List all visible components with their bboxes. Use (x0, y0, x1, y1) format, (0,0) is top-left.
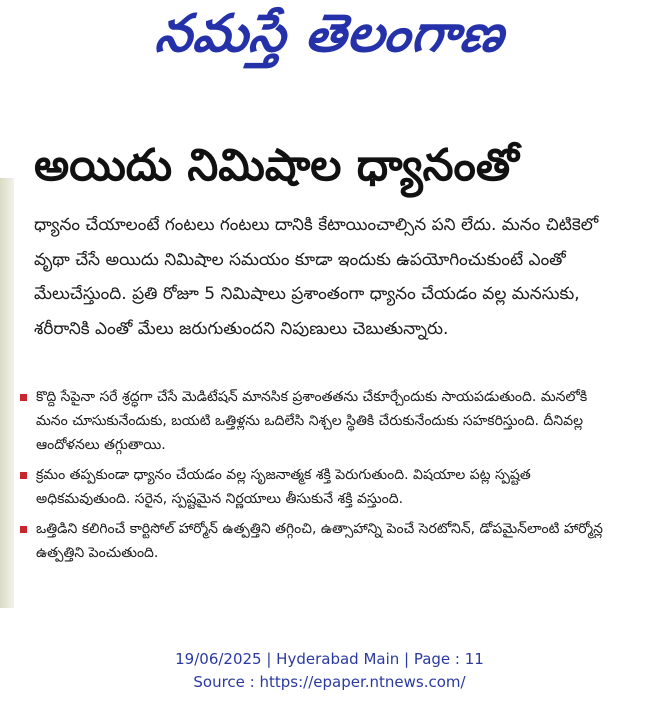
article (14, 0, 659, 610)
bullet-square-icon (20, 472, 27, 479)
bullet-item (20, 463, 620, 511)
footer-source: Source : https://epaper.ntnews.com/ (193, 673, 466, 691)
bullet-text: ఒత్తిడిని కలిగించే కార్టిసోల్ హార్మోన్ ఉత్పత్తిని తగ్గించి, ఉత్సాహాన్ని పెంచే సెరటోనిన్, డోపమైన్‌లాంటి హార్మోన్ల ఉత్పత్తిని పెంచుతుంది. (36, 521, 603, 561)
source-footer (0, 648, 659, 694)
footer-date-edition: 19/06/2025 | Hyderabad Main | Page : 11 (175, 650, 484, 668)
bullet-square-icon (20, 394, 27, 401)
bullet-square-icon (20, 526, 27, 533)
bullet-list (20, 385, 620, 565)
bullet-item (20, 385, 620, 457)
masthead-logo: నమస్తే తెలంగాణ (152, 3, 508, 64)
bullet-item (20, 517, 620, 565)
bullet-text: క్రమం తప్పకుండా ధ్యానం చేయడం వల్ల సృజనాత్మక శక్తి పెరుగుతుంది. విషయాల పట్ల స్పష్టత అధికమవుతుంది. సరైన, స్పష్టమైన నిర్ణయాలు తీసుకునే శక్తి వస్తుంది. (36, 467, 531, 507)
column-edge-strip (0, 178, 14, 608)
bullet-text: కొద్ది సేపైనా సరే శ్రద్ధగా చేసే మెడిటేషన్ మానసిక ప్రశాంతతను చేకూర్చేందుకు సాయపడుతుంది. మనలోకి మనం చూసుకునేందుకు, బయటి ఒత్తిళ్లను ఒదిలేసి నిశ్చల స్థితికి చేరుకునేందుకు సహకరిస్తుంది. దీనివల్ల ఆందోళనలు తగ్గుతాయి. (36, 389, 588, 453)
article-lead-paragraph: ధ్యానం చేయాలంటే గంటలు గంటలు దానికి కేటాయించాల్సిన పని లేదు. మనం చిటికెలో వృథా చేసే అయిదు నిమిషాల సమయం కూడా ఇందుకు ఉపయోగించుకుంటే ఎంతో మేలుచేస్తుంది. ప్రతి రోజూ 5 నిమిషాలు ప్రశాంతంగా ధ్యానం చేయడం వల్ల మనసుకు, శరీరానికి ఎంతో మేలు జరుగుతుందని నిపుణులు చెబుతున్నారు. (34, 215, 599, 339)
article-headline: అయిదు నిమిషాల ధ్యానంతో (34, 140, 519, 191)
